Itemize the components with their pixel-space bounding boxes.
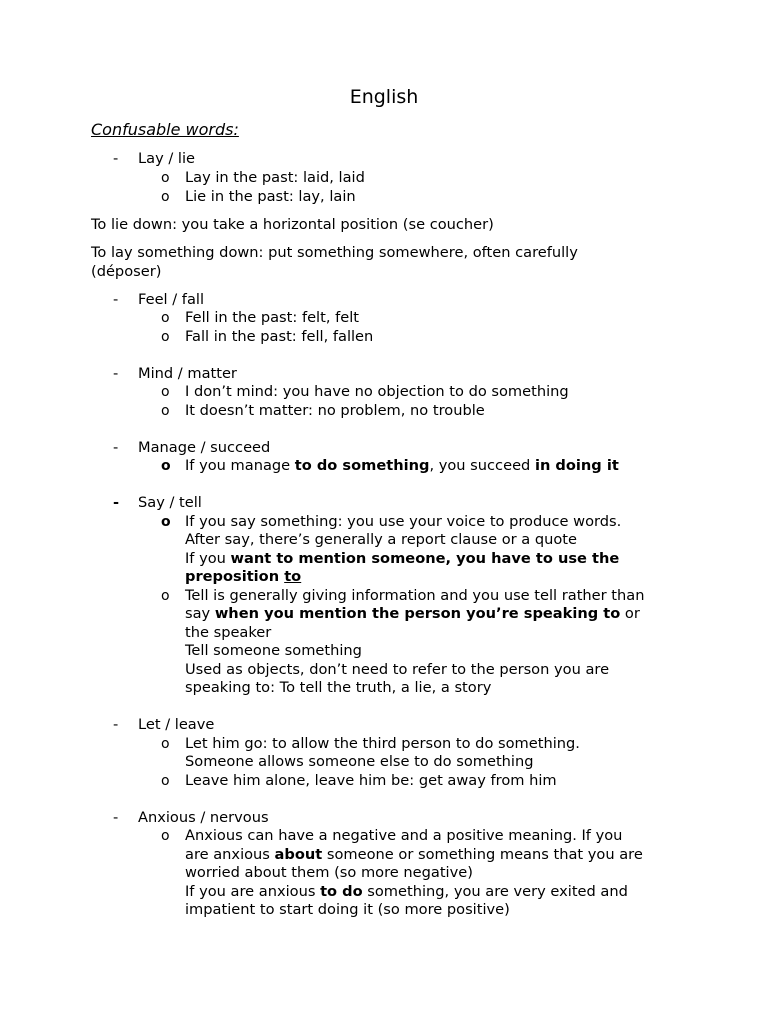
sub-item xyxy=(91,383,691,402)
dash-marker: - xyxy=(113,808,119,826)
text-run: someone or something means that you are xyxy=(322,845,643,863)
text-run: If you manage xyxy=(185,457,295,474)
paragraph-line: (déposer) xyxy=(91,262,162,280)
sub-item xyxy=(91,513,691,587)
bold-text: when you mention the person you’re speaking to xyxy=(214,605,621,622)
dash-marker: - xyxy=(113,494,120,511)
dash-marker: - xyxy=(113,364,119,382)
dash-marker: - xyxy=(113,716,119,733)
sub-item-text: Lay in the past: laid, laid xyxy=(185,168,365,186)
text-run: If you xyxy=(185,549,231,567)
paragraph: To lie down: you take a horizontal position (se coucher) xyxy=(91,216,494,233)
sub-item-text: Leave him alone, leave him be: get away from him xyxy=(185,771,557,789)
bullet-marker: o xyxy=(161,513,171,530)
heading-say-tell: Say / tell xyxy=(138,494,202,511)
sub-item-line: Tell is generally giving information and you use tell rather than xyxy=(185,586,645,604)
sub-item-text: Fell in the past: felt, felt xyxy=(185,309,360,326)
sub-item-line: the speaker xyxy=(185,623,272,641)
dash-marker: - xyxy=(113,438,119,456)
sub-item-line xyxy=(185,846,691,865)
paragraph xyxy=(91,244,691,281)
sub-item-line: Tell someone something xyxy=(185,642,362,659)
heading-mind-matter: Mind / matter xyxy=(138,364,237,382)
sub-item-line: Someone allows someone else to do something xyxy=(185,753,534,770)
sub-item-line: speaking to: To tell the truth, a lie, a story xyxy=(185,679,492,696)
bullet-marker: o xyxy=(161,735,170,752)
document-body xyxy=(91,150,691,920)
list-item-lay-lie xyxy=(91,150,691,169)
bold-text: want to mention someone, you have to use the xyxy=(230,549,620,567)
sub-item xyxy=(91,188,691,207)
bold-text: in doing it xyxy=(534,457,619,474)
list-item-say-tell xyxy=(91,494,691,513)
sub-item xyxy=(91,735,691,772)
bullet-marker: o xyxy=(161,587,170,604)
bullet-marker: o xyxy=(161,169,170,186)
sub-item xyxy=(91,169,691,188)
sub-item-text: Lie in the past: lay, lain xyxy=(185,188,356,205)
text-run: are anxious xyxy=(185,845,275,863)
dash-marker: - xyxy=(113,150,119,167)
list-item-manage-succeed xyxy=(91,439,691,458)
dash-marker: - xyxy=(113,290,119,308)
heading-lay-lie: Lay / lie xyxy=(138,150,195,167)
sub-item-line xyxy=(185,550,691,569)
sub-item xyxy=(91,328,691,347)
bullet-marker: o xyxy=(161,402,170,419)
bullet-marker: o xyxy=(161,328,170,345)
bullet-marker: o xyxy=(161,772,170,789)
section-subtitle: Confusable words: xyxy=(91,120,239,139)
bold-text: to do xyxy=(320,882,363,900)
bold-text: about xyxy=(274,845,323,863)
text-run: something, you are very exited and xyxy=(362,882,628,900)
bullet-marker: o xyxy=(161,828,170,844)
sub-item xyxy=(91,309,691,328)
text-run: or xyxy=(620,605,640,622)
sub-item-text: I don’t mind: you have no objection to do something xyxy=(185,383,569,400)
bullet-marker: o xyxy=(161,310,170,326)
bold-text: preposition xyxy=(185,568,285,585)
document-title: English xyxy=(349,86,419,108)
sub-item xyxy=(91,457,691,476)
sub-item-line: impatient to start doing it (so more positive) xyxy=(185,901,510,918)
list-item-anxious-nervous xyxy=(91,809,691,828)
sub-item-line: After say, there’s generally a report clause or a quote xyxy=(185,531,578,548)
sub-item-line: Used as objects, don’t need to refer to the person you are xyxy=(185,660,610,678)
heading-anxious-nervous: Anxious / nervous xyxy=(138,808,269,826)
text-run: , you succeed xyxy=(429,457,535,474)
sub-item-line: If you say something: you use your voice to produce words. xyxy=(185,512,622,530)
sub-item-line xyxy=(185,568,691,587)
paragraph-line: To lay something down: put something somewhere, often carefully xyxy=(91,244,578,261)
sub-item-line: Let him go: to allow the third person to do something. xyxy=(185,734,580,752)
heading-manage-succeed: Manage / succeed xyxy=(138,438,271,456)
sub-item-text: It doesn’t matter: no problem, no trouble xyxy=(185,401,485,419)
text-run: say xyxy=(185,605,215,622)
sub-item-line: Anxious can have a negative and a positive meaning. If you xyxy=(185,827,623,844)
bold-text: to do something xyxy=(294,457,430,474)
bold-underlined-text: to xyxy=(284,568,302,585)
bullet-marker: o xyxy=(161,189,170,205)
sub-item xyxy=(91,402,691,421)
sub-item-text: Fall in the past: fell, fallen xyxy=(185,327,374,345)
heading-let-leave: Let / leave xyxy=(138,716,215,733)
bullet-marker: o xyxy=(161,458,171,474)
sub-item-line xyxy=(185,883,691,902)
list-item-let-leave xyxy=(91,716,691,735)
sub-item-line xyxy=(185,605,691,624)
bullet-marker: o xyxy=(161,384,170,400)
heading-feel-fall: Feel / fall xyxy=(138,290,204,308)
sub-item xyxy=(91,772,691,791)
list-item-mind-matter xyxy=(91,365,691,384)
text-run: If you are anxious xyxy=(185,882,321,900)
list-item-feel-fall xyxy=(91,291,691,310)
sub-item xyxy=(91,827,691,920)
sub-item-line: worried about them (so more negative) xyxy=(185,864,473,881)
sub-item xyxy=(91,587,691,698)
